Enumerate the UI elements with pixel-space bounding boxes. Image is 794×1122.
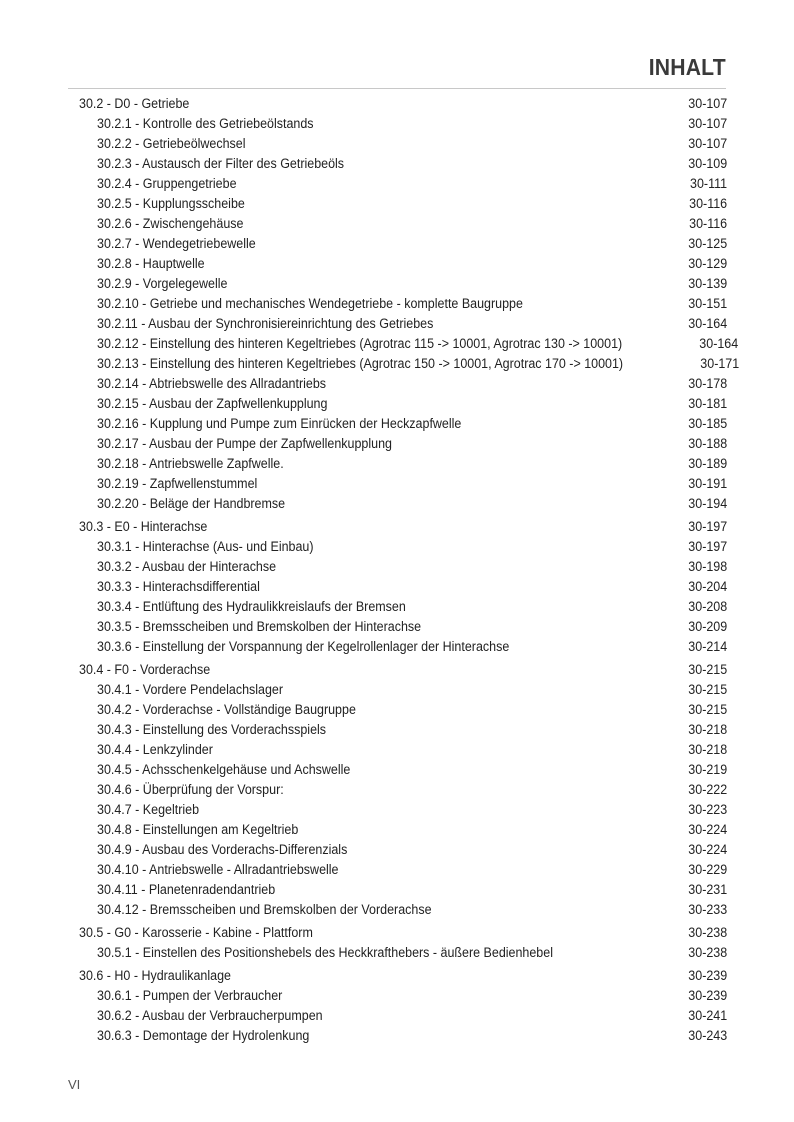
toc-entry-page: 30-197 [688, 539, 727, 555]
toc-entry-title: 30.4.4 - Lenkzylinder [97, 742, 213, 758]
toc-entry-title: 30.5.1 - Einstellen des Positionshebels des Heckkrafthebers - äußere Bedienhebel [97, 945, 553, 961]
toc-entry-title: 30.6.3 - Demontage der Hydrolenkung [97, 1028, 310, 1044]
toc-entry-title: 30.2.10 - Getriebe und mechanisches Wendegetriebe - komplette Baugruppe [97, 296, 523, 312]
toc-section [79, 94, 740, 514]
toc-entry-title: 30.5 - G0 - Karosserie - Kabine - Plattform [79, 925, 313, 941]
toc-entry-title: 30.4 - F0 - Vorderachse [79, 662, 211, 678]
toc-entry-page: 30-116 [689, 216, 727, 232]
title-divider [68, 88, 726, 89]
toc-entry-page: 30-224 [688, 842, 727, 858]
toc-entry[interactable] [79, 194, 727, 214]
toc-entry-title: 30.2.19 - Zapfwellenstummel [97, 476, 258, 492]
toc-entry[interactable] [79, 134, 727, 154]
toc-entry-page: 30-215 [688, 682, 727, 698]
toc-entry-page: 30-116 [689, 196, 727, 212]
toc-entry[interactable] [79, 820, 727, 840]
toc-entry[interactable] [79, 374, 727, 394]
toc-entry[interactable] [79, 720, 727, 740]
toc-entry[interactable] [79, 154, 727, 174]
toc-entry-page: 30-125 [688, 236, 727, 252]
toc-entry[interactable] [79, 740, 727, 760]
toc-entry-page: 30-239 [688, 988, 727, 1004]
toc-entry[interactable] [79, 394, 727, 414]
toc-entry-title: 30.2.15 - Ausbau der Zapfwellenkupplung [97, 396, 328, 412]
toc-chapter-entry[interactable] [79, 517, 727, 537]
toc-entry-title: 30.2.20 - Beläge der Handbremse [97, 496, 286, 512]
toc-entry[interactable] [79, 1026, 727, 1046]
toc-entry-page: 30-204 [688, 579, 727, 595]
toc-entry-page: 30-243 [688, 1028, 727, 1044]
toc-entry[interactable] [79, 800, 727, 820]
toc-entry-title: 30.2.16 - Kupplung und Pumpe zum Einrücken der Heckzapfwelle [97, 416, 462, 432]
toc-entry[interactable] [79, 986, 727, 1006]
toc-entry-title: 30.3.5 - Bremsscheiben und Bremskolben der Hinterachse [97, 619, 422, 635]
toc-entry-title: 30.4.8 - Einstellungen am Kegeltrieb [97, 822, 299, 838]
toc-entry[interactable] [79, 174, 727, 194]
toc-entry-page: 30-218 [688, 722, 727, 738]
toc-entry-title: 30.3.2 - Ausbau der Hinterachse [97, 559, 277, 575]
toc-entry-page: 30-151 [688, 296, 727, 312]
toc-entry-title: 30.2.9 - Vorgelegewelle [97, 276, 228, 292]
toc-entry-page: 30-222 [688, 782, 727, 798]
toc-entry-page: 30-109 [688, 156, 727, 172]
toc-entry-title: 30.2.18 - Antriebswelle Zapfwelle. [97, 456, 284, 472]
toc-entry-page: 30-107 [688, 116, 727, 132]
toc-entry-page: 30-214 [688, 639, 727, 655]
toc-entry[interactable] [79, 557, 727, 577]
toc-entry-title: 30.2.7 - Wendegetriebewelle [97, 236, 256, 252]
toc-entry-page: 30-219 [688, 762, 727, 778]
toc-entry[interactable] [79, 900, 727, 920]
page-title: INHALT [648, 54, 726, 80]
toc-entry-title: 30.2 - D0 - Getriebe [79, 96, 190, 112]
toc-entry-title: 30.3 - E0 - Hinterachse [79, 519, 208, 535]
toc-chapter-entry[interactable] [79, 94, 727, 114]
toc-entry[interactable] [79, 114, 727, 134]
toc-entry[interactable] [79, 597, 727, 617]
toc-entry[interactable] [79, 254, 727, 274]
toc-entry-title: 30.2.6 - Zwischengehäuse [97, 216, 244, 232]
toc-entry-title: 30.3.4 - Entlüftung des Hydraulikkreislaufs der Bremsen [97, 599, 406, 615]
toc-entry-page: 30-238 [688, 945, 727, 961]
toc-entry-title: 30.2.14 - Abtriebswelle des Allradantriebs [97, 376, 327, 392]
toc-entry[interactable] [79, 334, 738, 354]
toc-entry[interactable] [79, 637, 727, 657]
toc-entry-title: 30.4.9 - Ausbau des Vorderachs-Differenzials [97, 842, 348, 858]
toc-entry-page: 30-215 [688, 702, 727, 718]
toc-entry-page: 30-197 [688, 519, 727, 535]
toc-entry-page: 30-209 [688, 619, 727, 635]
toc-entry[interactable] [79, 354, 740, 374]
toc-entry[interactable] [79, 434, 727, 454]
toc-entry-title: 30.2.5 - Kupplungsscheibe [97, 196, 245, 212]
toc-entry[interactable] [79, 294, 727, 314]
toc-entry[interactable] [79, 760, 727, 780]
toc-entry-page: 30-231 [688, 882, 727, 898]
toc-entry-title: 30.4.10 - Antriebswelle - Allradantriebswelle [97, 862, 339, 878]
toc-entry[interactable] [79, 454, 727, 474]
toc-entry-page: 30-198 [688, 559, 727, 575]
toc-entry-page: 30-194 [688, 496, 727, 512]
toc-entry-title: 30.4.12 - Bremsscheiben und Bremskolben der Vorderachse [97, 902, 432, 918]
toc-chapter-entry[interactable] [79, 923, 727, 943]
toc-entry-page: 30-223 [688, 802, 727, 818]
toc-entry-page: 30-224 [688, 822, 727, 838]
toc-entry[interactable] [79, 700, 727, 720]
toc-entry-page: 30-181 [688, 396, 727, 412]
toc-entry-page: 30-188 [688, 436, 727, 452]
toc-entry[interactable] [79, 840, 727, 860]
toc-entry-page: 30-178 [688, 376, 727, 392]
toc-entry[interactable] [79, 943, 727, 963]
toc-entry-title: 30.2.12 - Einstellung des hinteren Kegeltriebes (Agrotrac 115 -> 10001, Agrotrac 130 -> 10001) [97, 336, 623, 352]
toc-entry-title: 30.6.1 - Pumpen der Verbraucher [97, 988, 283, 1004]
toc-entry-title: 30.2.2 - Getriebeölwechsel [97, 136, 246, 152]
toc-entry-title: 30.2.17 - Ausbau der Pumpe der Zapfwellenkupplung [97, 436, 392, 452]
toc-entry[interactable] [79, 577, 727, 597]
toc-section [79, 660, 727, 920]
toc-entry-title: 30.3.6 - Einstellung der Vorspannung der Kegelrollenlager der Hinterachse [97, 639, 510, 655]
page-number: VI [68, 1077, 81, 1092]
toc-entry-page: 30-229 [688, 862, 727, 878]
toc-section [79, 966, 727, 1046]
toc-entry-page: 30-107 [688, 96, 727, 112]
toc-entry[interactable] [79, 860, 727, 880]
toc-entry-page: 30-164 [688, 316, 727, 332]
toc-entry-title: 30.2.3 - Austausch der Filter des Getriebeöls [97, 156, 345, 172]
toc-entry-title: 30.2.13 - Einstellung des hinteren Kegeltriebes (Agrotrac 150 -> 10001, Agrotrac 170 -> 10001) [97, 356, 624, 372]
toc-entry-title: 30.4.6 - Überprüfung der Vorspur: [97, 782, 284, 798]
toc-entry[interactable] [79, 214, 727, 234]
toc-entry-page: 30-139 [688, 276, 727, 292]
toc-entry[interactable] [79, 680, 727, 700]
toc-section [79, 517, 727, 657]
toc-entry-title: 30.3.1 - Hinterachse (Aus- und Einbau) [97, 539, 314, 555]
toc-entry-title: 30.2.4 - Gruppengetriebe [97, 176, 237, 192]
toc-entry[interactable] [79, 1006, 727, 1026]
toc-entry[interactable] [79, 274, 727, 294]
toc-entry-page: 30-241 [688, 1008, 727, 1024]
toc-entry[interactable] [79, 617, 727, 637]
toc-entry-title: 30.4.11 - Planetenradendantrieb [97, 882, 276, 898]
toc-entry-page: 30-191 [688, 476, 727, 492]
toc-entry[interactable] [79, 494, 727, 514]
toc-entry-page: 30-218 [688, 742, 727, 758]
toc-entry[interactable] [79, 414, 727, 434]
toc-chapter-entry[interactable] [79, 966, 727, 986]
toc-entry-title: 30.2.11 - Ausbau der Synchronisiereinrichtung des Getriebes [97, 316, 434, 332]
toc-entry-page: 30-239 [688, 968, 727, 984]
toc-chapter-entry[interactable] [79, 660, 727, 680]
toc-entry-page: 30-164 [699, 336, 738, 352]
toc-entry-page: 30-208 [688, 599, 727, 615]
toc-entry-page: 30-189 [688, 456, 727, 472]
toc-entry-title: 30.4.2 - Vorderachse - Vollständige Baugruppe [97, 702, 356, 718]
toc-section [79, 923, 727, 963]
toc-entry-page: 30-185 [688, 416, 727, 432]
toc-entry-page: 30-107 [688, 136, 727, 152]
toc-entry[interactable] [79, 880, 727, 900]
toc-entry[interactable] [79, 537, 727, 557]
toc-entry[interactable] [79, 314, 727, 334]
toc-entry[interactable] [79, 474, 727, 494]
toc-entry-title: 30.4.3 - Einstellung des Vorderachsspiels [97, 722, 327, 738]
toc-entry-page: 30-129 [688, 256, 727, 272]
toc-entry[interactable] [79, 780, 727, 800]
toc-entry-page: 30-238 [688, 925, 727, 941]
toc-entry-title: 30.4.7 - Kegeltrieb [97, 802, 200, 818]
toc-entry-title: 30.2.1 - Kontrolle des Getriebeölstands [97, 116, 314, 132]
toc-entry-title: 30.6.2 - Ausbau der Verbraucherpumpen [97, 1008, 323, 1024]
toc-entry-title: 30.6 - H0 - Hydraulikanlage [79, 968, 231, 984]
toc-entry-page: 30-111 [689, 176, 727, 192]
toc-entry-page: 30-171 [700, 356, 740, 372]
toc-entry-title: 30.3.3 - Hinterachsdifferential [97, 579, 260, 595]
table-of-contents [79, 94, 740, 1046]
toc-entry-title: 30.2.8 - Hauptwelle [97, 256, 205, 272]
toc-entry-page: 30-233 [688, 902, 727, 918]
toc-entry-page: 30-215 [688, 662, 727, 678]
toc-entry-title: 30.4.1 - Vordere Pendelachslager [97, 682, 284, 698]
toc-entry[interactable] [79, 234, 727, 254]
toc-entry-title: 30.4.5 - Achsschenkelgehäuse und Achswelle [97, 762, 351, 778]
